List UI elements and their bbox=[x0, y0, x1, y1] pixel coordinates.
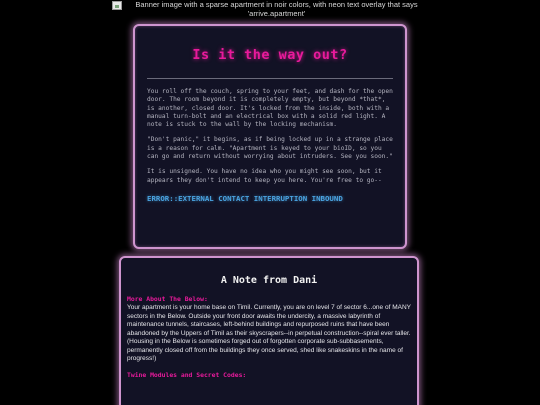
divider bbox=[147, 78, 393, 79]
note-title: A Note from Dani bbox=[220, 275, 318, 286]
passage-paragraph-3: It is unsigned. You have no idea who you might see soon, but it appears they don't intend to keep you here. You're free to go-- bbox=[147, 168, 382, 184]
section-heading-below: More About The Below: bbox=[127, 295, 208, 303]
banner-image bbox=[112, 0, 428, 18]
passage-panel bbox=[133, 24, 407, 249]
passage-title: Is it the way out? bbox=[192, 47, 348, 63]
passage-paragraph-2: "Don't panic," it begins, as if being locked up in a strange place is a reason for calm. "Apartment is keyed to your bioID, so you can go and return without worrying about intruders. See you soon." bbox=[147, 136, 393, 161]
section-text-below: Your apartment is your home base on Timil. Currently, you are on level 7 of sector 6...one of MANY sectors in the Below. Outside your front door awaits the undercity, a massive labyrinth of maintenance tunnels, staircases, left-behind buildings and repurposed ruins that have been abandoned by the Uppers of Timil as their skyscrapers--in perpetual construction--spiral ever taller. (Housing in the Below is sometimes forged out of forgotten corporate sub-subbasements, permanently closed off from the buildings they once served, shed like snakeskins in the name of progress!) bbox=[127, 304, 411, 362]
passage-paragraph-1: You roll off the couch, spring to your feet, and dash for the open door. The room beyond it is completely empty, but beyond *that*, is another, closed door. It's locked from the inside, both with a manual turn-bolt and an electrical box with a solid red light. A note is stuck to the wall by the locking mechanism. bbox=[147, 88, 393, 129]
broken-image-icon bbox=[112, 1, 122, 10]
section-heading-twine: Twine Modules and Secret Codes: bbox=[127, 370, 247, 379]
error-link[interactable]: ERROR::EXTERNAL CONTACT INTERRUPTION INBOUND bbox=[147, 193, 343, 203]
note-panel bbox=[119, 256, 419, 405]
banner-alt-text: Banner image with a sparse apartment in noir colors, with neon text overlay that says 'arrive.apartment' bbox=[135, 0, 418, 18]
